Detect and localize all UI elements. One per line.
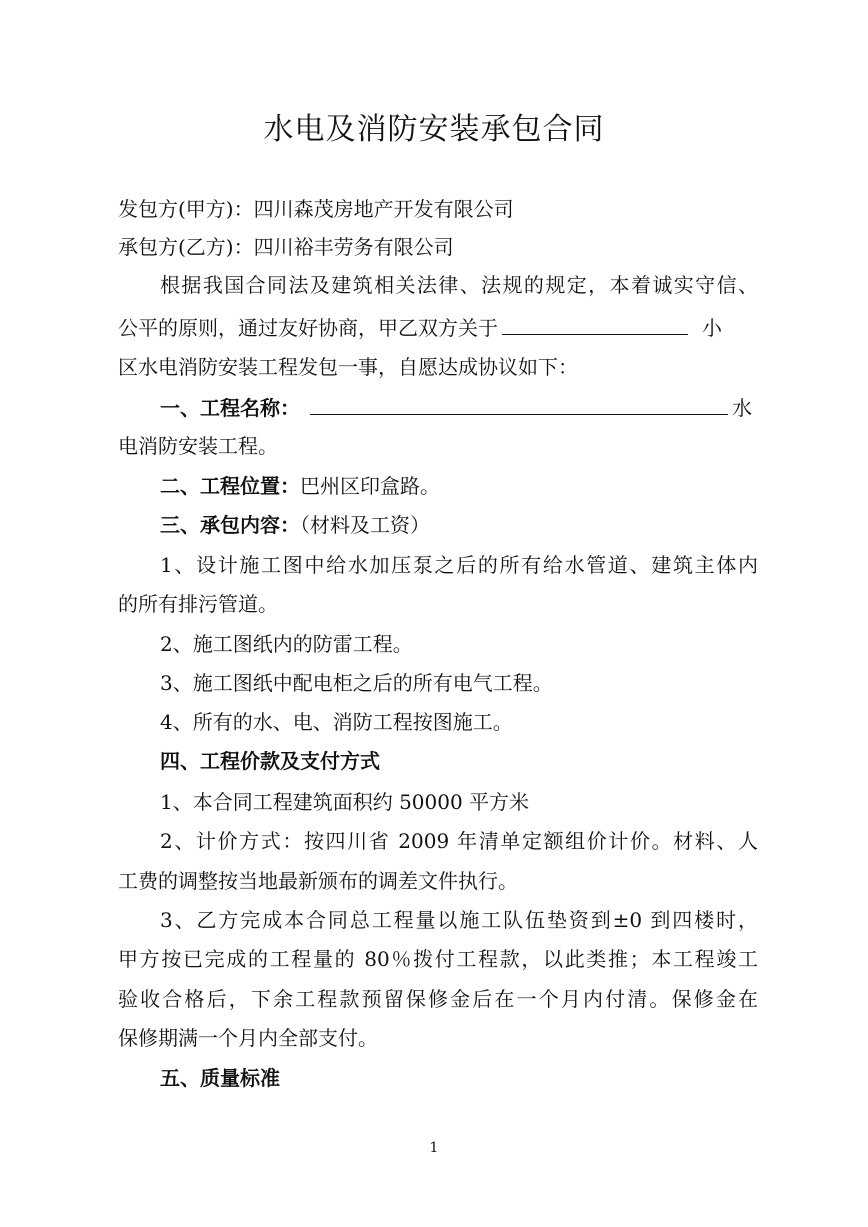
- section-4-item-2-line-2: 工费的调整按当地最新颁布的调差文件执行。: [118, 869, 518, 893]
- section-2-line: [160, 473, 758, 499]
- section-4-item-2-line-1: 2、计价方式：按四川省 2009 年清单定额组价计价。材料、人: [160, 829, 758, 853]
- document-title: 水电及消防安装承包合同: [263, 112, 605, 147]
- section-4-item-1: 1、本合同工程建筑面积约 50000 平方米: [160, 790, 530, 814]
- project-name-blank: [502, 314, 688, 335]
- party-a: 发包方(甲方)：四川森茂房地产开发有限公司: [118, 197, 514, 221]
- section-4-heading: 四、工程价款及支付方式: [160, 749, 380, 773]
- section-1-suffix: 水: [732, 396, 752, 420]
- section-4-item-3-line-4: 保修期满一个月内全部支付。: [118, 1026, 378, 1050]
- section-4-item-3-line-3: 验收合格后，下余工程款预留保修金后在一个月内付清。保修金在: [118, 987, 758, 1011]
- section-3-item-2: 2、施工图纸内的防雷工程。: [160, 632, 413, 656]
- section-4-item-3-line-1: 3、乙方完成本合同总工程量以施工队伍垫资到±0 到四楼时，: [160, 908, 758, 932]
- section-5-heading: 五、质量标准: [160, 1066, 280, 1090]
- preamble-line-2: [118, 314, 758, 341]
- project-title-blank: [310, 394, 728, 415]
- section-1-line-2: 电消防安装工程。: [118, 434, 278, 458]
- section-4-item-3-line-2: 甲方按已完成的工程量的 80％拨付工程款，以此类推；本工程竣工: [118, 947, 758, 971]
- section-3-item-3: 3、施工图纸中配电柜之后的所有电气工程。: [160, 671, 553, 695]
- section-2-value: 巴州区印盒路。: [300, 474, 440, 498]
- section-3-item-1-line-2: 的所有排污管道。: [118, 592, 278, 616]
- section-3-line: [160, 512, 758, 538]
- party-b: 承包方(乙方)：四川裕丰劳务有限公司: [118, 235, 454, 259]
- section-2-heading: 二、工程位置：: [160, 474, 300, 498]
- section-3-item-4: 4、所有的水、电、消防工程按图施工。: [160, 710, 513, 734]
- preamble-line-2-text: 公平的原则，通过友好协商，甲乙双方关于: [118, 316, 498, 340]
- section-1-line: [160, 394, 758, 421]
- section-3-heading: 三、承包内容：: [160, 513, 300, 537]
- preamble-line-3: 区水电消防安装工程发包一事，自愿达成协议如下：: [118, 355, 578, 379]
- section-3-item-1-line-1: 1、设计施工图中给水加压泵之后的所有给水管道、建筑主体内: [160, 553, 758, 577]
- page-number: 1: [429, 1140, 439, 1156]
- section-1-heading: 一、工程名称：: [160, 396, 300, 420]
- section-3-note: （材料及工资）: [300, 513, 430, 537]
- preamble-line-2-suffix: 小: [702, 316, 722, 340]
- preamble-line-1: 根据我国合同法及建筑相关法律、法规的规定，本着诚实守信、: [160, 273, 758, 297]
